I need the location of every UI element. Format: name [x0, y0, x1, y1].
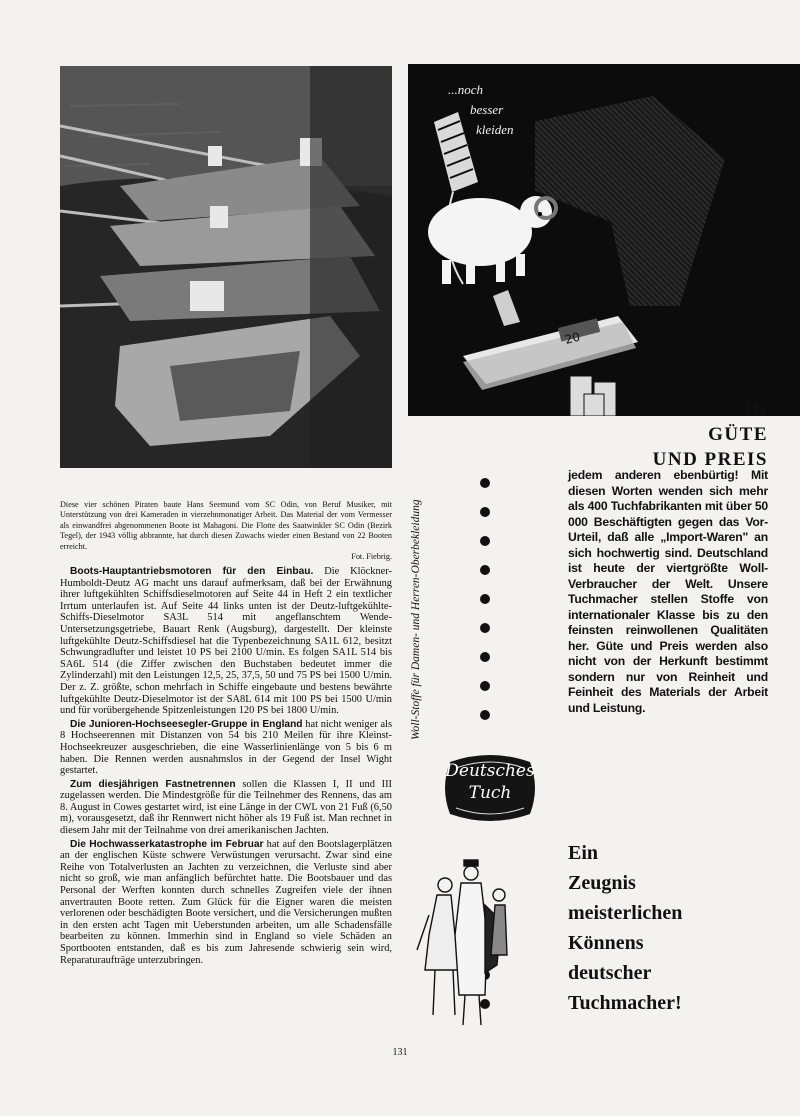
page-number: 131 [392, 1047, 408, 1058]
photo-credit: Fot. Fiebrig. [351, 552, 392, 562]
headline-line: GÜTE [708, 424, 768, 445]
bullet-dot [480, 565, 490, 575]
article-heading: Die Junioren-Hochseesegler-Gruppe in England [70, 718, 303, 730]
ram-icon [428, 196, 556, 284]
headline-line: UND PREIS [652, 449, 768, 470]
logo-line: Tuch [468, 783, 512, 803]
bullet-dot [480, 536, 490, 546]
ad-body-text: jedem anderen ebenbürtig! Mit diesen Worten wenden sich mehr als 400 Tuchfabrikanten mit über 50 000 Beschäftigten gegen das Vor-Urteil, daß alle „Import-Waren" an sich hochwertig sind. Deutschland ist heute der viertgrößte Woll-Verbraucher der Welt. Unsere Tuchmacher stellen Stoffe von internationaler Klasse bis zu den feinsten reinwollenen Qualitäten her. Güte und Preis werden also nicht von der Herkunft bestimmt sondern nur von Reinheit und Feinheit des Materials der Arbeit und Leistung. [568, 468, 768, 715]
article-text: hat nicht weniger als 8 Hochseerennen mit Distanzen von 54 bis 210 Meilen für ihre Kleinst-Hochseekreuzer ausgeschrieben, die eine Wasserlinienlänge von 5 bis 6 m haben. Die Rennen werden ausnahmslos in der Gegend der Insel Wight gestartet. [60, 718, 392, 777]
slogan-line: besser [470, 102, 504, 117]
article-heading: Boots-Hauptantriebsmotoren für den Einbau. [70, 566, 314, 577]
ad-slogan [448, 80, 568, 140]
banknote-value-mark: 20 [563, 329, 582, 347]
claim-line: Zeugnis [568, 872, 636, 894]
claim-line: meisterlichen [568, 902, 683, 924]
boats-photo [60, 66, 392, 468]
article-heading: Zum diesjährigen Fastnetrennen [70, 778, 236, 790]
article-text: Die Klöckner-Humboldt-Deutz AG macht uns darauf aufmerksam, daß bei der Erwähnung ihrer luftgekühlten Schiffsdieselmotoren auf Seite 44 in Heft 2 ein textlicher Irrtum unterlaufen ist. Auf Seite 44 links unten ist der Deutz-luftgekühlte-Schiffs-Dieselmotor SA3L 514 mit angeflanschtem Wende-Untersetzungsgetriebe, Bauart Renk (Augsburg), dargestellt. Der kleinste luftgekühlte Deutz-Schiffsdiesel hat die Typenbezeichnung SA1L 612, besitzt Schwungradlufter und leistet 10 PS bei 2100 U/min. Es folgen SA1L 514 bis SA6L 514 (die Ziffer zwischen den Buchstaben bedeutet immer die Zylinderzahl) mit den Leistungen 12,5, 25, 37,5, 50 und 75 PS bei 1500 U/min. Der z. Z. größte, schon mehrfach in Schiffe eingebaute und bestens bewährte luftgekühlte Deutz-Dieselmotor ist der SA8L 614 mit 100 PS bei 1500 U/min und für vorübergehende Spitzenleistungen 120 PS bei 1800 U/min. [60, 566, 392, 717]
article-heading: Die Hochwasserkatastrophe im Februar [70, 838, 264, 850]
claim-line: deutscher [568, 962, 652, 984]
boats-photo-illustration [60, 66, 392, 468]
article-paragraph [60, 779, 392, 837]
claim-line: Tuchmacher! [568, 992, 682, 1014]
ad-headline [653, 397, 768, 472]
headline-line: IN [743, 399, 768, 420]
caption-text: Diese vier schönen Piraten baute Hans Seemund vom SC Odin, von Beruf Musiker, mit Unterstützung von drei Kameraden in vierzehnmonatiger Arbeit. Das Material der vom Vermesser als einwandfrei abgenommenen Boote ist Mahagoni. Die Flotte des Saatwinkler SC Odin (Bezirk Tegel), der 1943 völlig abbrannte, hat durch diesen Zuwachs wieder einen Bestand von 22 Booten erreicht. [60, 500, 392, 551]
claim-line: Ein [568, 842, 599, 864]
slogan-line: ...noch [448, 82, 484, 97]
banknote-stack-icon [463, 316, 638, 390]
bullet-dot [480, 594, 490, 604]
bullet-dot [480, 681, 490, 691]
article-paragraph [60, 566, 392, 717]
ad-claim [568, 838, 768, 1018]
logo-wordmark [440, 760, 540, 804]
logo-line: Deutsches [445, 761, 535, 781]
article-text: hat auf den Bootslagerplätzen an der englischen Küste schwere Verwüstungen verursacht. Zwar sind eine Reihe von Totalverlusten an Jachten zu verzeichnen, die Verluste sind aber nicht so groß, wie man anfänglich befürchtet hatte. Die Bootsbauer und das Personal der Werften konnten durch schnelles Zugreifen viele der ihnen anvertrauten Boote retten. Zum Glück für die Eigner waren die meisten verlorenen oder beschädigten Boote versichert, und die Versicherungen mußten in den ersten acht Tagen mit Ueberstunden arbeiten, um alle Schadensfälle bearbeiten zu können. Immerhin sind in England so viele Schäden an Sportbooten entstanden, daß es bis zum Jahresende schwierig sein wird, Reparaturaufträge unterzubringen. [60, 838, 392, 966]
article-paragraph [60, 839, 392, 967]
news-column [60, 566, 392, 968]
vertical-product-label: Woll-Stoffe für Damen- und Herren-Oberbekleidung [410, 499, 422, 740]
photo-caption [60, 500, 392, 562]
claim-line: Könnens [568, 932, 644, 954]
bullet-dot [480, 623, 490, 633]
bullet-dot [480, 710, 490, 720]
article-paragraph [60, 719, 392, 777]
fashion-figures-illustration [415, 855, 515, 1030]
coin-stack-icon [570, 376, 616, 416]
bullet-dot [480, 652, 490, 662]
slogan-line: kleiden [476, 122, 514, 137]
article-text: sollen die Klassen I, II und III zugelassen werden. Die Mindestgröße für die Teilnehmer des Rennens, das am 8. August in Cowes gestartet wird, ist eine Länge in der CWL von 21 Fuß (6,50 m), vorausgesetzt, daß ihr Rennwert nicht höher als 19 Fuß ist. Man rechnet in diesem Jahr mit der Teilnahme von drei amerikanischen Jachten. [60, 778, 392, 837]
bullet-dot [480, 478, 490, 488]
bullet-dot [480, 507, 490, 517]
